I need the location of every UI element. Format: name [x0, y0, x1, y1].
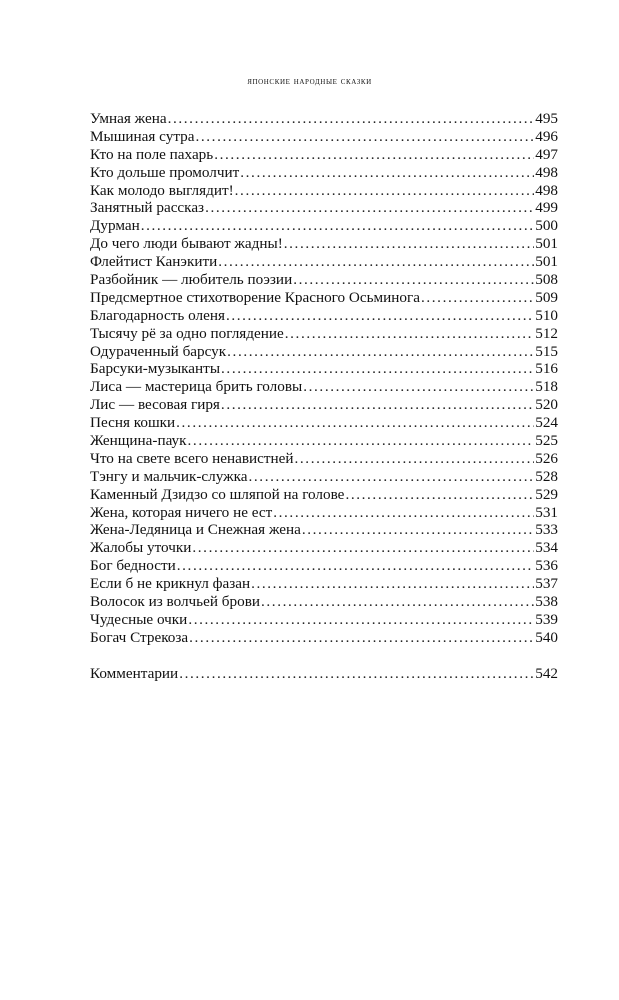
toc-entry-title: Волосок из волчьей брови: [90, 593, 260, 611]
toc-leader-dots: [295, 450, 535, 468]
toc-entry: [90, 110, 558, 128]
toc-leader-dots: [345, 486, 534, 504]
toc-entry-title: Жена-Ледяница и Снежная жена: [90, 521, 301, 539]
toc-entry-page: 533: [535, 521, 558, 539]
toc-leader-dots: [141, 217, 535, 235]
toc-leader-dots: [293, 271, 534, 289]
toc-entry: [90, 325, 558, 343]
toc-entry-page: 516: [535, 360, 558, 378]
toc-entry-page: 537: [535, 575, 558, 593]
toc-leader-dots: [285, 325, 534, 343]
toc-entry-page: 512: [535, 324, 558, 342]
toc-leader-dots: [284, 235, 534, 253]
toc-entry: [90, 360, 558, 378]
toc-entry-page: 496: [535, 127, 558, 145]
toc-leader-dots: [302, 521, 534, 539]
toc-entry-title: Что на свете всего ненавистней: [90, 449, 294, 467]
toc-entry-title: Богач Стрекоза: [90, 628, 189, 646]
toc-leader-dots: [303, 378, 534, 396]
toc-leader-dots: [240, 164, 534, 182]
toc-entry-title: Барсуки-музыканты: [90, 360, 221, 378]
toc-leader-dots: [188, 611, 534, 629]
table-of-contents: [90, 110, 558, 683]
toc-entry-page: 540: [535, 628, 558, 646]
toc-leader-dots: [189, 629, 534, 647]
toc-leader-dots: [227, 343, 534, 361]
toc-leader-dots: [168, 110, 535, 128]
toc-leader-dots: [235, 182, 535, 200]
toc-entry-page: 508: [535, 271, 558, 289]
toc-leader-dots: [195, 128, 534, 146]
toc-entry: [90, 271, 558, 289]
toc-entry: [90, 396, 558, 414]
toc-entry-title: Мышиная сутра: [90, 127, 195, 145]
toc-entry-page: 528: [535, 467, 558, 485]
toc-entry-title: Благодарность оленя: [90, 306, 225, 324]
toc-entry: [90, 539, 558, 557]
toc-entry-commentary: [90, 665, 558, 683]
toc-leader-dots: [179, 665, 534, 683]
toc-leader-dots: [218, 253, 534, 271]
toc-entry-title: Бог бедности: [90, 557, 176, 575]
toc-entry-page: 501: [535, 253, 558, 271]
toc-entry-page: 498: [535, 163, 558, 181]
toc-entry: [90, 414, 558, 432]
toc-entry-page: 524: [535, 414, 558, 432]
toc-entry: [90, 611, 558, 629]
toc-entry-page: 542: [535, 664, 558, 682]
toc-entry: [90, 468, 558, 486]
toc-leader-dots: [192, 539, 534, 557]
toc-entry: [90, 521, 558, 539]
toc-entry: [90, 182, 558, 200]
toc-entry-page: 498: [535, 181, 558, 199]
toc-entry-title: Кто на поле пахарь: [90, 145, 214, 163]
toc-leader-dots: [205, 199, 534, 217]
toc-entry: [90, 128, 558, 146]
toc-entry-page: 497: [535, 145, 558, 163]
toc-entry: [90, 450, 558, 468]
toc-entry-title: Тэнгу и мальчик-служка: [90, 467, 248, 485]
toc-entry-page: 525: [535, 432, 558, 450]
toc-entry: [90, 432, 558, 450]
toc-entry-title: Чудесные очки: [90, 610, 188, 628]
toc-entry-page: 538: [535, 593, 558, 611]
toc-entry-title: До чего люди бывают жадны!: [90, 235, 283, 253]
toc-entry-title: Каменный Дзидзо со шляпой на голове: [90, 485, 345, 503]
toc-leader-dots: [176, 414, 534, 432]
toc-entry-title: Занятный рассказ: [90, 199, 205, 217]
toc-entry-page: 510: [535, 306, 558, 324]
toc-entry: [90, 164, 558, 182]
toc-entry-page: 531: [535, 503, 558, 521]
toc-entry: [90, 289, 558, 307]
toc-entry-title: Кто дольше промолчит: [90, 163, 240, 181]
toc-entry-title: Комментарии: [90, 664, 179, 682]
toc-entry: [90, 593, 558, 611]
toc-entry-title: Лиса — мастерица брить головы: [90, 378, 303, 396]
toc-entry: [90, 235, 558, 253]
toc-entry: [90, 486, 558, 504]
toc-leader-dots: [188, 432, 535, 450]
toc-leader-dots: [249, 468, 535, 486]
toc-entry: [90, 575, 558, 593]
toc-entry-title: Дурман: [90, 217, 140, 235]
toc-leader-dots: [261, 593, 534, 611]
toc-entry: [90, 217, 558, 235]
toc-entry-title: Умная жена: [90, 110, 167, 127]
toc-entry: [90, 199, 558, 217]
toc-entry-page: 509: [535, 288, 558, 306]
toc-entry-page: 501: [535, 235, 558, 253]
toc-leader-dots: [214, 146, 534, 164]
toc-entry-page: 495: [535, 110, 558, 127]
toc-entry: [90, 629, 558, 647]
toc-leader-dots: [177, 557, 534, 575]
toc-entry-page: 518: [535, 378, 558, 396]
toc-entry: [90, 504, 558, 522]
toc-entry-title: Как молодо выглядит!: [90, 181, 234, 199]
toc-entry-title: Жена, которая ничего не ест: [90, 503, 273, 521]
toc-entry-title: Тысячу рё за одно поглядение: [90, 324, 284, 342]
toc-entry-page: 515: [535, 342, 558, 360]
toc-entry: [90, 343, 558, 361]
toc-entry-page: 499: [535, 199, 558, 217]
toc-entry-title: Если б не крикнул фазан: [90, 575, 251, 593]
toc-entry: [90, 253, 558, 271]
section-spacer: [90, 647, 558, 665]
toc-entry-page: 500: [535, 217, 558, 235]
toc-entry-title: Жалобы уточки: [90, 539, 192, 557]
toc-leader-dots: [226, 307, 534, 325]
toc-leader-dots: [221, 396, 534, 414]
toc-entry-title: Разбойник — любитель поэзии: [90, 271, 293, 289]
toc-entry: [90, 307, 558, 325]
toc-entry-title: Флейтист Канэкити: [90, 253, 218, 271]
toc-entry-title: Одураченный барсук: [90, 342, 227, 360]
toc-entry: [90, 557, 558, 575]
toc-entry-title: Лис — весовая гиря: [90, 396, 220, 414]
toc-entry-title: Предсмертное стихотворение Красного Осьминога: [90, 288, 420, 306]
toc-entry: [90, 378, 558, 396]
toc-entry-title: Женщина-паук: [90, 432, 187, 450]
toc-entry-title: Песня кошки: [90, 414, 176, 432]
toc-entry-page: 520: [535, 396, 558, 414]
toc-entry-page: 526: [535, 449, 558, 467]
toc-leader-dots: [251, 575, 534, 593]
toc-leader-dots: [221, 360, 534, 378]
toc-entry-page: 529: [535, 485, 558, 503]
toc-entry: [90, 146, 558, 164]
toc-entry-page: 534: [535, 539, 558, 557]
toc-entry-page: 536: [535, 557, 558, 575]
toc-entry-page: 539: [535, 610, 558, 628]
toc-leader-dots: [273, 504, 534, 522]
toc-leader-dots: [421, 289, 534, 307]
running-head: японские народные сказки: [247, 76, 372, 87]
